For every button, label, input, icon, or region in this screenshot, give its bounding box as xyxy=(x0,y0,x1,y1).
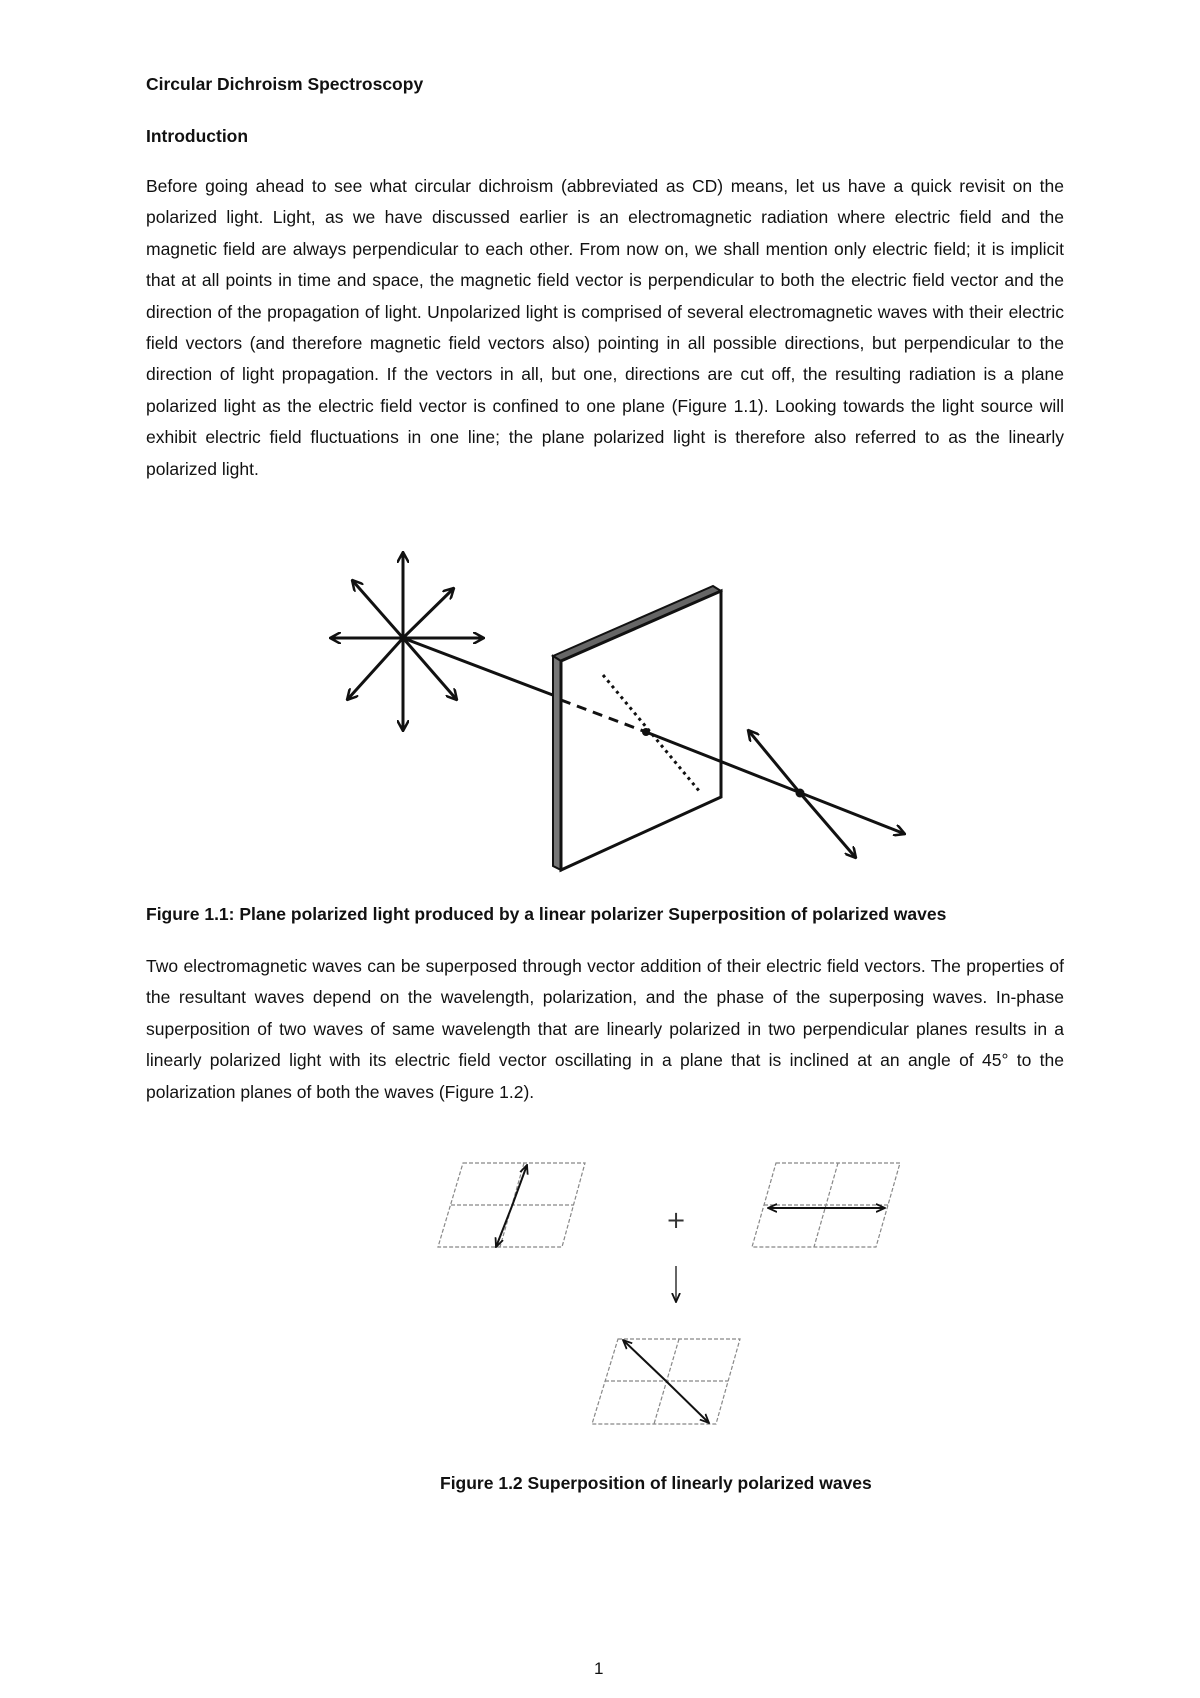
section-heading: Introduction xyxy=(146,126,249,146)
transmitted-beam xyxy=(646,732,905,834)
incident-beam xyxy=(403,638,558,697)
polarizer-plate xyxy=(553,586,721,870)
grid-resultant-polarization xyxy=(592,1339,740,1424)
intro-paragraph: Before going ahead to see what circular dichroism (abbreviated as CD) means, let us have a quick revisit on the polarized light. Light, as we have discussed earlier is an electromagnetic radiation where electric field and the magnetic field are always perpendicular to each other. From now on, we shall mention only electric field; it is implicit that at all points in time and space, the magnetic field vector is perpendicular to both the electric field vector and the direction of the propagation of light. Unpolarized light is comprised of several electromagnetic waves with their electric field vectors (and therefore magnetic field vectors also) pointing in all possible directions, but perpendicular to the direction of light propagation. If the vectors in all, but one, directions are cut off, the resulting radiation is a plane polarized light as the electric field vector is confined to one plane (Figure 1.1). Looking towards the light source will exhibit electric field fluctuations in one line; the plane polarized light is therefore also referred to as the linearly polarized light. xyxy=(146,176,1064,479)
superposition-paragraph: Two electromagnetic waves can be superposed through vector addition of their electric field vectors. The properties of the resultant waves depend on the wavelength, polarization, and the phase of the superposing waves. In-phase superposition of two waves of same wavelength that are linearly polarized in two perpendicular planes results in a linearly polarized light with its electric field vector oscillating in a plane that is inclined at an angle of 45° to the polarization planes of both the waves (Figure 1.2). xyxy=(146,956,1064,1102)
polarized-vector xyxy=(748,730,800,793)
plus-sign: + xyxy=(665,1206,687,1234)
figure-1-2-caption: Figure 1.2 Superposition of linearly polarized waves xyxy=(440,1473,872,1493)
figure-1-1-caption: Figure 1.1: Plane polarized light produced by a linear polarizer Superposition of polarized waves xyxy=(146,904,947,924)
grid-vertical-polarization xyxy=(438,1163,585,1247)
grid-horizontal-polarization xyxy=(752,1163,900,1247)
page-number: 1 xyxy=(594,1659,604,1678)
unpolarized-vectors xyxy=(330,552,484,731)
document-title: Circular Dichroism Spectroscopy xyxy=(146,74,424,94)
